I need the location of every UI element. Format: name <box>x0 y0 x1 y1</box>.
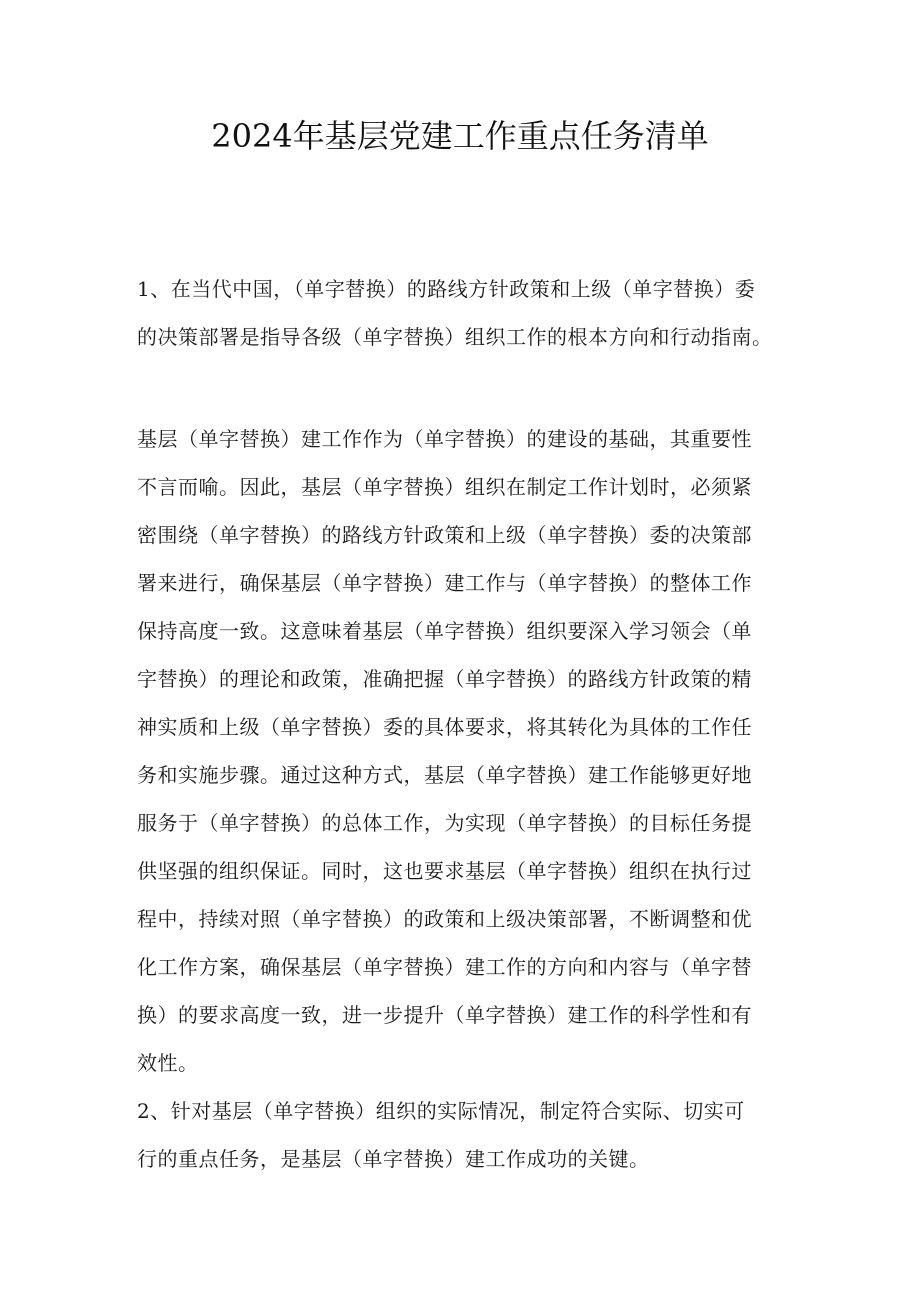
text-line: 换）的要求高度一致，进一步提升（单字替换）建工作的科学性和有 <box>137 1003 752 1027</box>
text-line: 保持高度一致。这意味着基层（单字替换）组织要深入学习领会（单 <box>137 619 752 643</box>
paragraph-1 <box>137 265 797 361</box>
document-title: 2024年基层党建工作重点任务清单 <box>211 117 709 155</box>
text-line: 字替换）的理论和政策，准确把握（单字替换）的路线方针政策的精 <box>137 667 752 691</box>
text-line: 基层（单字替换）建工作作为（单字替换）的建设的基础，其重要性 <box>137 427 752 451</box>
text-line: 服务于（单字替换）的总体工作，为实现（单字替换）的目标任务提 <box>137 811 752 835</box>
text-line: 供坚强的组织保证。同时，这也要求基层（单字替换）组织在执行过 <box>137 859 752 883</box>
text-line: 署来进行，确保基层（单字替换）建工作与（单字替换）的整体工作 <box>137 571 752 595</box>
text-line: 程中，持续对照（单字替换）的政策和上级决策部署，不断调整和优 <box>137 907 752 931</box>
text-line: 的决策部署是指导各级（单字替换）组织工作的根本方向和行动指南。 <box>137 325 773 349</box>
text-line: 化工作方案，确保基层（单字替换）建工作的方向和内容与（单字替 <box>137 955 752 979</box>
paragraph-2 <box>137 415 797 1087</box>
text-line: 2、针对基层（单字替换）组织的实际情况，制定符合实际、切实可 <box>137 1099 745 1123</box>
text-line: 务和实施步骤。通过这种方式，基层（单字替换）建工作能够更好地 <box>137 763 752 787</box>
text-line: 密围绕（单字替换）的路线方针政策和上级（单字替换）委的决策部 <box>137 523 752 547</box>
text-line: 不言而喻。因此，基层（单字替换）组织在制定工作计划时，必须紧 <box>137 475 752 499</box>
text-line: 神实质和上级（单字替换）委的具体要求，将其转化为具体的工作任 <box>137 715 752 739</box>
text-line: 行的重点任务，是基层（单字替换）建工作成功的关键。 <box>137 1147 650 1171</box>
paragraph-3 <box>137 1087 797 1183</box>
text-line: 1、在当代中国，（单字替换）的路线方针政策和上级（单字替换）委 <box>137 277 756 301</box>
text-line: 效性。 <box>137 1051 199 1075</box>
